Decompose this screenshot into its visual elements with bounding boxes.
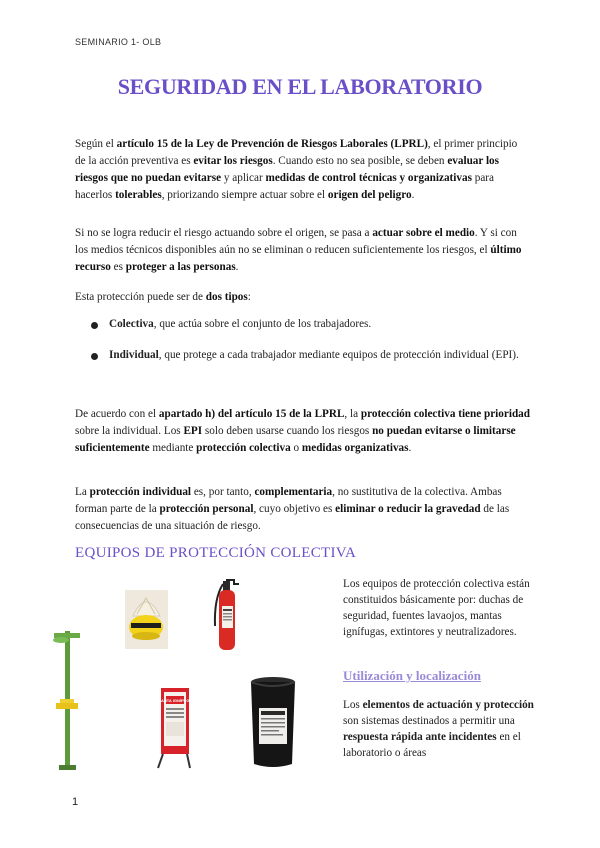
paragraph-4: De acuerdo con el apartado h) del artículo 15 de la LPRL, la protección colectiva tiene prioridad sobre la individual. Los EPI solo deben usarse cuando los riesgos no puedan evitarse o limitarse suficientemente mediante protección colectiva o medidas organizativas. [75, 408, 530, 454]
paragraph-2: Si no se logra reducir el riesgo actuando sobre el origen, se pasa a actuar sobre el medio. Y si con los medios técnicos disponibles aún no se eliminan o reducen suficientemente los riesgos, el último recurso es proteger a las personas. [75, 227, 522, 273]
subheading: Utilización y localización [343, 668, 481, 683]
paragraph-3: Esta protección puede ser de dos tipos: [75, 291, 251, 303]
fire-blanket-image [155, 688, 193, 770]
page-number: 1 [72, 796, 79, 808]
page-title: SEGURIDAD EN EL LABORATORIO [117, 74, 483, 99]
paragraph-5: La protección individual es, por tanto, complementaria, no sustitutiva de la colectiva. Ambas forman parte de la protección personal, cuyo objetivo es eliminar o reducir la gravedad de las consecuencias de una situación de riesgo. [75, 486, 510, 532]
list-item: Colectiva, que actúa sobre el conjunto de los trabajadores. [109, 318, 372, 330]
side-paragraph: Los equipos de protección colectiva están constituidos básicamente por: duchas de seguridad, fuentes lavaojos, mantas ignífugas, extintores y neutralizadores. [343, 578, 530, 638]
safety-shower-image [52, 625, 82, 773]
list-item: Individual, que protege a cada trabajador mediante equipos de protección individual (EPI). [109, 349, 519, 361]
neutralizer-bucket-image [248, 676, 298, 770]
section-heading: EQUIPOS DE PROTECCIÓN COLECTIVA [75, 545, 357, 561]
running-header: SEMINARIO 1- OLB [75, 37, 162, 47]
fire-extinguisher-image [212, 578, 242, 653]
paragraph-6: Los elementos de actuación y protección son sistemas destinados a permitir una respuesta rápida ante incidentes en el laboratorio o áreas [343, 699, 534, 759]
paragraph-1: Según el artículo 15 de la Ley de Prevención de Riesgos Laborales (LPRL), el primer principio de la acción preventiva es evitar los riesgos. Cuando esto no sea posible, se deben evaluar los riesgos que no puedan evitarse y aplicar medidas de control técnicas y organizativas para hacerlos tolerables, priorizando siempre actuar sobre el origen del peligro. [75, 138, 518, 201]
bullet-dot [91, 322, 98, 329]
emergency-lamp-image [125, 590, 168, 649]
blanket-label: MANTA IGNÍFUGA [157, 698, 193, 703]
bullet-dot [91, 353, 98, 360]
